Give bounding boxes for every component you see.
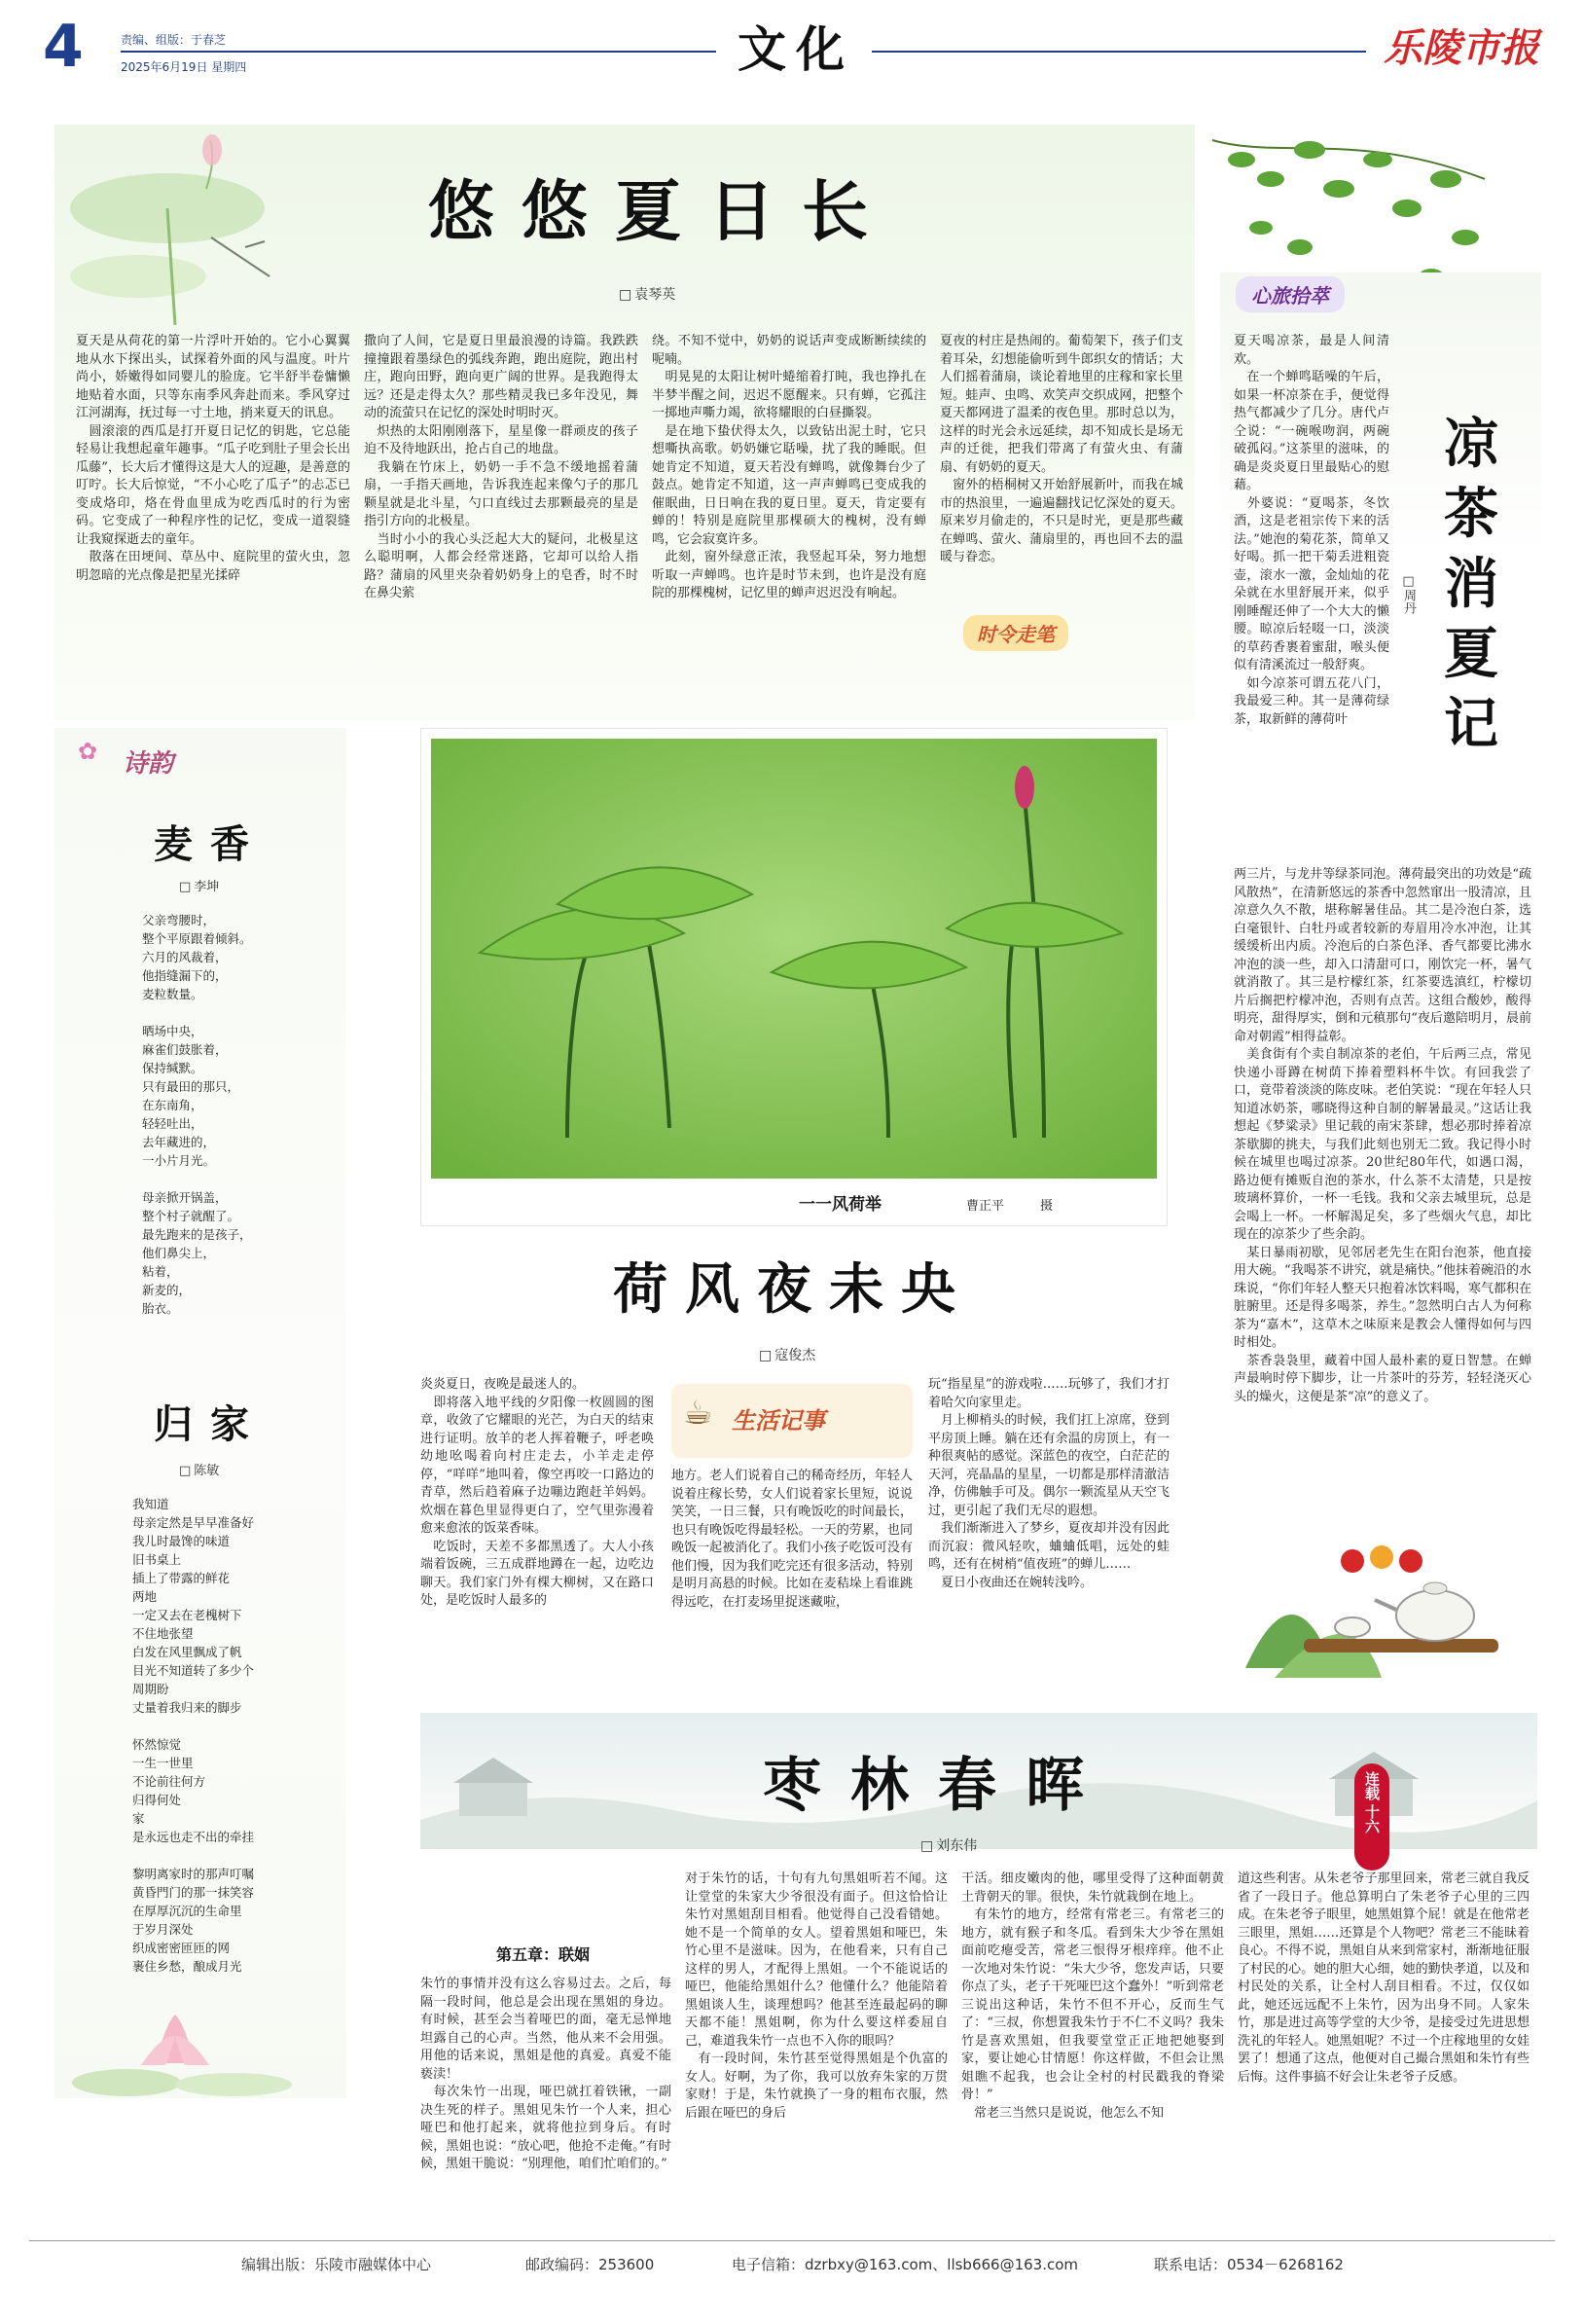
tea-author: □ 周丹	[1399, 574, 1418, 614]
lotus-photo	[420, 728, 1168, 1226]
masthead-rule-right	[872, 51, 1366, 53]
serial-badge-line1: 连载	[1363, 1771, 1381, 1800]
column-badge-shiling: 时令走笔	[963, 615, 1068, 651]
article1-col1: 夏天是从荷花的第一片浮叶开始的。它小心翼翼地从水下探出头，试探着外面的风与温度。叶片尚小，娇嫩得如同婴儿的脸庞。它半舒半卷慵懒地贴着水面，只等东南季风奔赴而来。季风穿过江河湖海，抚过每一寸土地，捎来夏天的讯息。 圆滚滚的西瓜是打开夏日记忆的钥匙，它总能轻易让我想起童年趣事。“瓜子吃到肚子里会长出瓜藤”，长大后才懂得这是大人的逗趣，是善意的叮咛。长大后惊觉，“不小心吃了瓜子”的忐忑已变成烙印，烙在骨血里成为吃西瓜时的行为密码。它变成了一种程序性的记忆，变成一道裂缝让我窥探逝去的童年。 散落在田埂间、草丛中、庭院里的萤火虫，忽明忽暗的光点像是把星光揉碎	[76, 334, 350, 583]
article1-col4: 夏夜的村庄是热闹的。葡萄架下，孩子们支着耳朵，幻想能偷听到牛郎织女的情话；大人们摇着蒲扇，谈论着地里的庄稼和家长里短。蛙声、虫鸣、欢笑声交织成网，把整个夏天都网进了温柔的夜色里。那时总以为，这样的时光会永远延续，却不知成长是场无声的迁徙，把我们带离了有萤火虫、有蒲扇、有奶奶的夏天。 窗外的梧桐树又开始舒展新叶，而我在城市的热浪里，一遍遍翻找记忆深处的夏天。原来岁月偷走的，不只是时光，更是那些藏在蝉鸣、萤火、蒲扇里的，再也回不去的温暖与眷恋。	[940, 334, 1183, 564]
serial-chapter-heading: 第五章：联姻	[496, 1945, 591, 1964]
teacup-icon: ☕	[683, 1394, 713, 1433]
tea-title-char: 茶	[1444, 482, 1498, 546]
photo-photographer: 曹正平	[966, 1199, 1005, 1214]
tea-text-wide: 两三片，与龙井等绿茶同泡。薄荷最突出的功效是“疏风散热”，在清新悠远的茶香中忽然窜出一股清凉，且凉意久久不散，堪称解暑佳品。其二是冷泡白茶，选白毫银针、白牡丹或者较新的寿眉用冷水冲泡，让其缓缓析出内质。冷泡后的白茶色泽、香气都要比沸水冲泡的淡一些，却入口清甜可口，刚饮完一杯，暑气就消散了。其三是柠檬红茶，红茶要选滇红，柠檬切片后搁把柠檬冲泡，否则有点苦。这组合酸妙，酸得明亮，甜得厚实，倒和元稹那句“夜后邀陪明月，晨前命对朝霞”相得益彰。 美食街有个卖自制凉茶的老伯，午后两三点，常见快递小哥蹲在树荫下捧着塑料杯牛饮。有回我尝了口，竟带着淡淡的陈皮味。老伯笑说：“现在年轻人只知道冰奶茶，哪晓得这种自制的解暑最灵。”这话让我想起《梦粱录》里记载的南宋茶肆，想必那时捧着凉茶歇脚的挑夫，与我们此刻也别无二致。我记得小时候在城里也喝过凉茶。20世纪80年代，如遇口渴，路边便有摊贩自泡的茶水，什么茶不太清楚，只是按玻璃杯算价，一杯一毛钱。我和父亲去城里玩，总是会喝上一杯。一杯解渴足矣，多了些烟火气息，却比现在的凉茶少了些余韵。 某日暴雨初歇，见邻居老先生在阳台泡茶，他直接用大碗。“我喝茶不讲究，就是痛快。”他抹着碗沿的水珠说，“你们年轻人整天只抱着冰饮料喝，寒气都积在脏腑里。还是得多喝茶，养生。”忽然明白古人为何称茶为“嘉木”，这草木之味原来是教会人懂得如何与四时相处。 茶香袅袅里，藏着中国人最朴素的夏日智慧。在蝉声最响时停下脚步，让一片茶叶的芬芳，轻轻浇灭心头的燥火，这便是茶“凉”的意义了。	[1234, 867, 1531, 1404]
photo-credit-suffix: 摄	[1040, 1199, 1054, 1214]
article2-title: 荷风夜未央	[613, 1257, 973, 1322]
serial-title: 枣林春晖	[763, 1752, 1113, 1820]
serial-col2: 对于朱竹的话，十句有九句黑姐听若不闻。这让堂堂的朱家大少爷很没有面子。但这恰恰让朱竹对黑姐刮目相看。他觉得自己没看错她。她不是一个简单的女人。望着黑姐和哑巴，朱竹心里不是滋味。因为，在他看来，只有自己这样的男人，才配得上黑姐。一个不能说话的哑巴，他能给黑姐什么？他懂什么？他能陪着黑姐谈人生，谈理想吗？他甚至连最起码的聊天都不能！黑姐啊，你为什么要这样委屈自己，难道我朱竹一点也不入你的眼吗？ 有一段时间，朱竹甚至觉得黑姐是个仇富的女人。好啊，为了你，我可以放弃朱家的万贯家财！于是，朱竹就换了一身的粗布衣服，然后跟在哑巴的身后	[685, 1871, 948, 2121]
butterfly-icon: ✿	[78, 738, 98, 765]
serial-author: □ 刘东伟	[920, 1835, 977, 1855]
masthead-rule-left	[121, 51, 716, 53]
article2-col2: 地方。老人们说着自己的稀奇经历，年轻人说着庄稼长势，女人们说着家长里短，说说笑笑，一日三餐，只有晚饭吃的时间最长，也只有晚饭吃得最轻松。一天的劳累，也同晚饭一起被消化了。我们小孩子吃饭可没有他们慢，因为我们吃完还有很多活动，特别是明月高悬的时候。比如在麦秸垛上看谁跳得远吃，在打麦场里捉迷藏啦，	[671, 1469, 913, 1610]
section-title: 文化	[738, 20, 854, 78]
tea-title-char: 凉	[1444, 412, 1498, 476]
serial-col3: 干活。细皮嫩肉的他，哪里受得了这种面朝黄土背朝天的罪。很快，朱竹就栽倒在地上。 有朱竹的地方，经常有常老三。有常老三的地方，就有猴子和冬瓜。看到朱大少爷在黑姐面前吃瘪受苦，常老三恨得牙根痒痒。他不止一次地对朱竹说：“朱大少爷，您发声话，只要你点了头，老子干死哑巴这个蠢外！”听到常老三说出这种话，朱竹不但不开心，反而生气了：“三叔，你想置我朱竹于不仁不义吗？我朱竹是喜欢黑姐，但我要堂堂正正地把她娶到家，要让她心甘情愿！你这样做，不但会让黑姐瞧不起我，也会让全村的村民戳我的脊梁骨！” 常老三当然只是说说，他怎么不知	[961, 1871, 1224, 2121]
serial-col4: 道这些利害。从朱老爷子那里回来，常老三就自我反省了一段日子。他总算明白了朱老爷子心里的三四成。在朱老爷子眼里，她黑姐算个屁！就是在他常老三眼里，黑姐……还算是个人物吧？常老三不能昧着良心。不得不说，黑姐自从来到常家村，渐渐地征服了村民的心。她的胆大心细，她的勤快孝道，以及和村民处的关系，让全村人刮目相看。不过，仅仅如此，她还远远配不上朱竹，因为出身不同。人家朱竹，那是进过高等学堂的大少爷，是接受过先进思想洗礼的年轻人。她黑姐呢？不过一个庄稼地里的女娃罢了！想通了这点，他便对自己撮合黑姐和朱竹有些后悔。这件事搞不好会让朱老爷子反感。	[1238, 1871, 1530, 2085]
page-number: 4	[43, 13, 84, 81]
tea-text-narrow: 夏天喝凉茶，最是人间清欢。 在一个蝉鸣聒噪的午后，如果一杯凉茶在手，便觉得热气都减少了几分。唐代卢仝说：“一碗喉吻润，两碗破孤闷。”这茶里的滋味，的确是炎炎夏日里最贴心的慰藉。 外婆说：“夏喝茶，冬饮酒，这是老祖宗传下来的活法。”她泡的菊花茶，简单又好喝。抓一把干菊丢进粗瓷壶，滚水一激，金灿灿的花朵就在水里舒展开来，似乎刚睡醒还伸了一个大大的懒腰。晾凉后轻啜一口，淡淡的草药香裹着蜜甜，喉头便似有清溪流过一般舒爽。 如今凉茶可谓五花八门，我最爱三种。其一是薄荷绿茶，取新鲜的薄荷叶	[1234, 334, 1389, 727]
column-badge-shiyun: 诗韵	[123, 749, 174, 779]
column-badge-shenghuo: 生活记事	[732, 1406, 825, 1434]
serial-badge-line2: 十六	[1363, 1804, 1381, 1834]
serial-col1: 朱竹的事情并没有这么容易过去。之后，每隔一段时间，他总是会出现在黑姐的身边。有时候，甚至会当着哑巴的面，毫无忌惮地坦露自己的心声。当然，他从来不会用强。用他的话来说，黑姐是他的真爱。真爱不能亵渎！ 每次朱竹一出现，哑巴就扛着铁锹，一副决生死的样子。黑姐见朱竹一个人来，担心哑巴和他打起来，就将他拉到身后。有时候，黑姐也说：“放心吧，他抢不走俺。”有时候，黑姐干脆说：“别理他，咱们忙咱们的。”	[420, 1977, 671, 2171]
article2-col1: 炎炎夏日，夜晚是最迷人的。 即将落入地平线的夕阳像一枚圆圆的图章，收敛了它耀眼的光芒，为白天的结束进行证明。放羊的老人挥着鞭子，呼老唤幼地吆喝着向村庄走去，小羊走走停停，“咩咩”地叫着，像空再咬一口路边的青草，然后趋着麻子边嘣边跑赶羊妈妈。炊烟在暮色里显得更白了，空气里弥漫着愈来愈浓的饭菜香味。 吃饭时，天差不多都黑透了。大人小孩端着饭碗，三五成群地蹲在一起，边吃边聊天。我们家门外有棵大柳树，又在路口处，是吃饭时人最多的	[420, 1377, 654, 1608]
lotus-leaf-decoration	[60, 130, 284, 325]
footer-phone: 联系电话：0534－6268162	[1154, 2256, 1344, 2273]
poem1-author: □ 李坤	[179, 876, 219, 894]
tea-title-char: 记	[1444, 692, 1498, 756]
article1-author: □ 袁琴英	[619, 284, 675, 304]
article1-col3: 绕。不知不觉中，奶奶的说话声变成断断续续的呢喃。 明晃晃的太阳让树叶蜷缩着打盹，我也挣扎在半梦半醒之间，迟迟不愿醒来。只有蝉，它孤注一掷地声嘶力竭，欲将耀眼的白昼撕裂。 是在地下蛰伏得太久，以致钻出泥土时，它只想嘶执高歌。奶奶嫌它聒噪，扰了我的睡眠。但她肯定不知道，夏天若没有蝉鸣，就像舞台少了鼓点。她肯定不知道，这一声声蝉鸣已变成我的催眠曲，日日响在我的夏日里。夏天，肯定要有蝉的！特别是庭院里那棵硕大的槐树，没有蝉鸣，它会寂寞许多。 此刻，窗外绿意正浓，我竖起耳朵，努力地想听取一声蝉鸣。也许是时节未到，也许是没有庭院的那棵槐树，记忆里的蝉声迟迟没有响起。	[652, 334, 926, 600]
teapot-illustration	[1236, 1522, 1528, 1688]
footer-email: 电子信箱：dzrbxy@163.com、llsb666@163.com	[732, 2256, 1079, 2273]
poem2-author: □ 陈敏	[179, 1460, 219, 1478]
tea-title-char: 夏	[1444, 622, 1498, 686]
tea-title-char: 消	[1444, 552, 1498, 616]
lotus-photo-image	[421, 729, 1167, 1225]
issue-date: 2025年6月19日 星期四	[121, 60, 247, 74]
brand-logo: 乐陵市报	[1384, 25, 1539, 71]
poem2-title: 归家	[154, 1401, 267, 1447]
article2-author: □ 寇俊杰	[759, 1345, 815, 1364]
tea-title-vertical	[1436, 409, 1506, 759]
poem1-text: 父亲弯腰时， 整个平原跟着倾斜。 六月的风裁着， 他指缝漏下的， 麦粒数量。 晒场中央， 麻雀们鼓胀着， 保持缄默。 只有最田的那只， 在东南角， 轻轻吐出， 去年藏进的， 一小片月光。 母亲掀开锅盖， 整个村子就醒了。 最先跑来的是孩子， 他们鼻尖上， 粘着， 新麦的， 胎衣。	[142, 913, 252, 1316]
footer-publisher: 编辑出版：乐陵市融媒体中心	[241, 2256, 432, 2273]
article2-col3: 玩“指星星”的游戏啦……玩够了，我们才打着哈欠向家里走。 月上柳梢头的时候，我们扛上凉席，登到平房顶上睡。躺在还有余温的房顶上，有一种很爽帖的感觉。深蓝色的夜空，白茫茫的天河，亮晶晶的星星，一切都是那样清澈洁净，仿佛触手可及。偶尔一颗流星从天空飞过，更引起了我们无尽的遐想。 我们渐渐进入了梦乡，夏夜却并没有因此而沉寂：微风轻吹，蛐蛐低唱，远处的蛙鸣，还有在树梢“值夜班”的蝉儿…… 夏日小夜曲还在婉转浅吟。	[928, 1377, 1170, 1590]
photo-caption: 一一风荷举	[799, 1195, 882, 1215]
serial-installment-badge	[1354, 1763, 1389, 1870]
poem1-title: 麦香	[154, 821, 267, 867]
footer-postcode: 邮政编码：253600	[525, 2256, 655, 2273]
article1-title: 悠悠夏日长	[428, 173, 896, 251]
editor-credit: 责编、组版：于春芝	[121, 33, 227, 47]
column-badge-xinlv: 心旅拾萃	[1236, 276, 1345, 312]
lotus-flower-decoration	[68, 2005, 302, 2098]
poem2-text: 我知道 母亲定然是早早准备好 我儿时最馋的味道 旧书桌上 插上了带露的鲜花 两地 一定又去在老槐树下 不住地张望 白发在风里飘成了帆 目光不知道转了多少个 周期盼 丈量着我归来的脚步 怀然惊觉 一生一世里 不论前往何方 归得何处 家 是永远也走不出的牵挂 黎明离家时的那声叮嘱 黄昏門门的那一抹笑容 在厚厚沉沉的生命里 于岁月深处 织成密密匝匝的网 裹住乡愁，酿成月光	[132, 1497, 255, 1974]
article1-col2: 撒向了人间，它是夏日里最浪漫的诗篇。我跌跌撞撞跟着墨绿色的弧线奔跑，跑出庭院，跑出村庄，跑向田野，跑向更广阔的世界。是我跑得太远？还是走得太久？那些精灵我已多年没见，舞动的流萤只在记忆的深处时明时灭。 炽热的太阳刚刚落下，星星像一群顽皮的孩子迫不及待地跃出，抢占自己的地盘。 我躺在竹床上，奶奶一手不急不缓地摇着蒲扇，一手指天画地，告诉我连起来像勺子的那几颗星就是北斗星，勺口直线过去那颗最亮的星是指引方向的北极星。 当时小小的我心头泛起大大的疑问，北极星这么聪明啊，人都会经常迷路，它却可以给人指路？蒲扇的风里夹杂着奶奶身上的皂香，时不时在鼻尖萦	[364, 334, 638, 600]
footer-rule	[29, 2240, 1555, 2241]
